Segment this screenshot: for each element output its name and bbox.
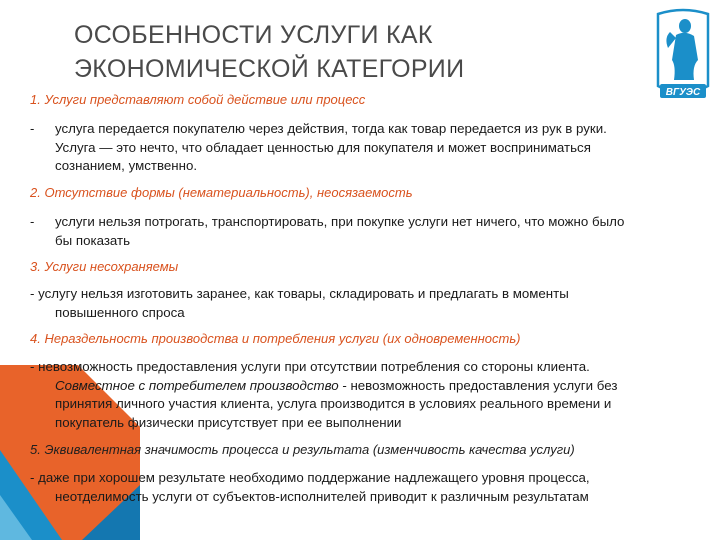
paragraph-5-line-2: неотделимость услуги от субъектов-исполнителей приводит к различным результатам bbox=[55, 488, 589, 504]
heading-4: 4. Нераздельность производства и потребления услуги (их одновременность) bbox=[30, 331, 521, 346]
paragraph-4-line-1: - невозможность предоставления услуги при отсутствии потребления со стороны клиента. bbox=[30, 359, 590, 374]
paragraph-2-line-1: услуги нельзя потрогать, транспортировать, при покупке услуги нет ничего, что можно было bbox=[55, 214, 625, 229]
title-line-1: ОСОБЕННОСТИ УСЛУГИ КАК bbox=[74, 21, 433, 49]
paragraph-1-line-2: Услуга — это нечто, что обладает ценностью для покупателя и может восприниматься bbox=[55, 139, 591, 155]
paragraph-4 bbox=[30, 358, 617, 432]
paragraph-4-italic-term: Совместное с потребителем производство bbox=[55, 377, 339, 393]
paragraph-3-line-2: повышенного спроса bbox=[55, 304, 185, 320]
paragraph-4-line-2-rest: - невозможность предоставления услуги без bbox=[338, 377, 618, 393]
logo-text: ВГУЭС bbox=[665, 87, 701, 98]
title-line-2: ЭКОНОМИЧЕСКОЙ КАТЕГОРИИ bbox=[74, 55, 465, 83]
dash-2: - bbox=[30, 214, 35, 229]
dash-1: - bbox=[30, 121, 35, 136]
paragraph-3 bbox=[30, 285, 569, 322]
paragraph-1-line-1: услуга передается покупателю через действия, тогда как товар передается из рук в руки. bbox=[55, 121, 607, 136]
heading-3: 3. Услуги несохраняемы bbox=[30, 259, 179, 274]
paragraph-2-line-2: бы показать bbox=[55, 232, 131, 248]
heading-1: 1. Услуги представляют собой действие или процесс bbox=[30, 92, 366, 107]
paragraph-4-line-4: покупатель физически присутствует при ее выполнении bbox=[55, 414, 402, 430]
paragraph-4-line-3: принятия личного участия клиента, услуга производится в условиях реального времени и bbox=[55, 396, 612, 411]
paragraph-1 bbox=[55, 120, 607, 176]
paragraph-4-line-2 bbox=[30, 377, 617, 396]
paragraph-3-line-1: - услугу нельзя изготовить заранее, как товары, складировать и предлагать в моменты bbox=[30, 286, 569, 301]
paragraph-2 bbox=[55, 213, 624, 250]
heading-2: 2. Отсутствие формы (нематериальность), неосязаемость bbox=[30, 185, 413, 200]
paragraph-5-line-1: - даже при хорошем результате необходимо поддержание надлежащего уровня процесса, bbox=[30, 470, 590, 485]
paragraph-1-line-3: сознанием, умственно. bbox=[55, 158, 198, 173]
heading-5: 5. Эквивалентная значимость процесса и результата (изменчивость качества услуги) bbox=[30, 442, 575, 457]
paragraph-5 bbox=[30, 469, 590, 506]
